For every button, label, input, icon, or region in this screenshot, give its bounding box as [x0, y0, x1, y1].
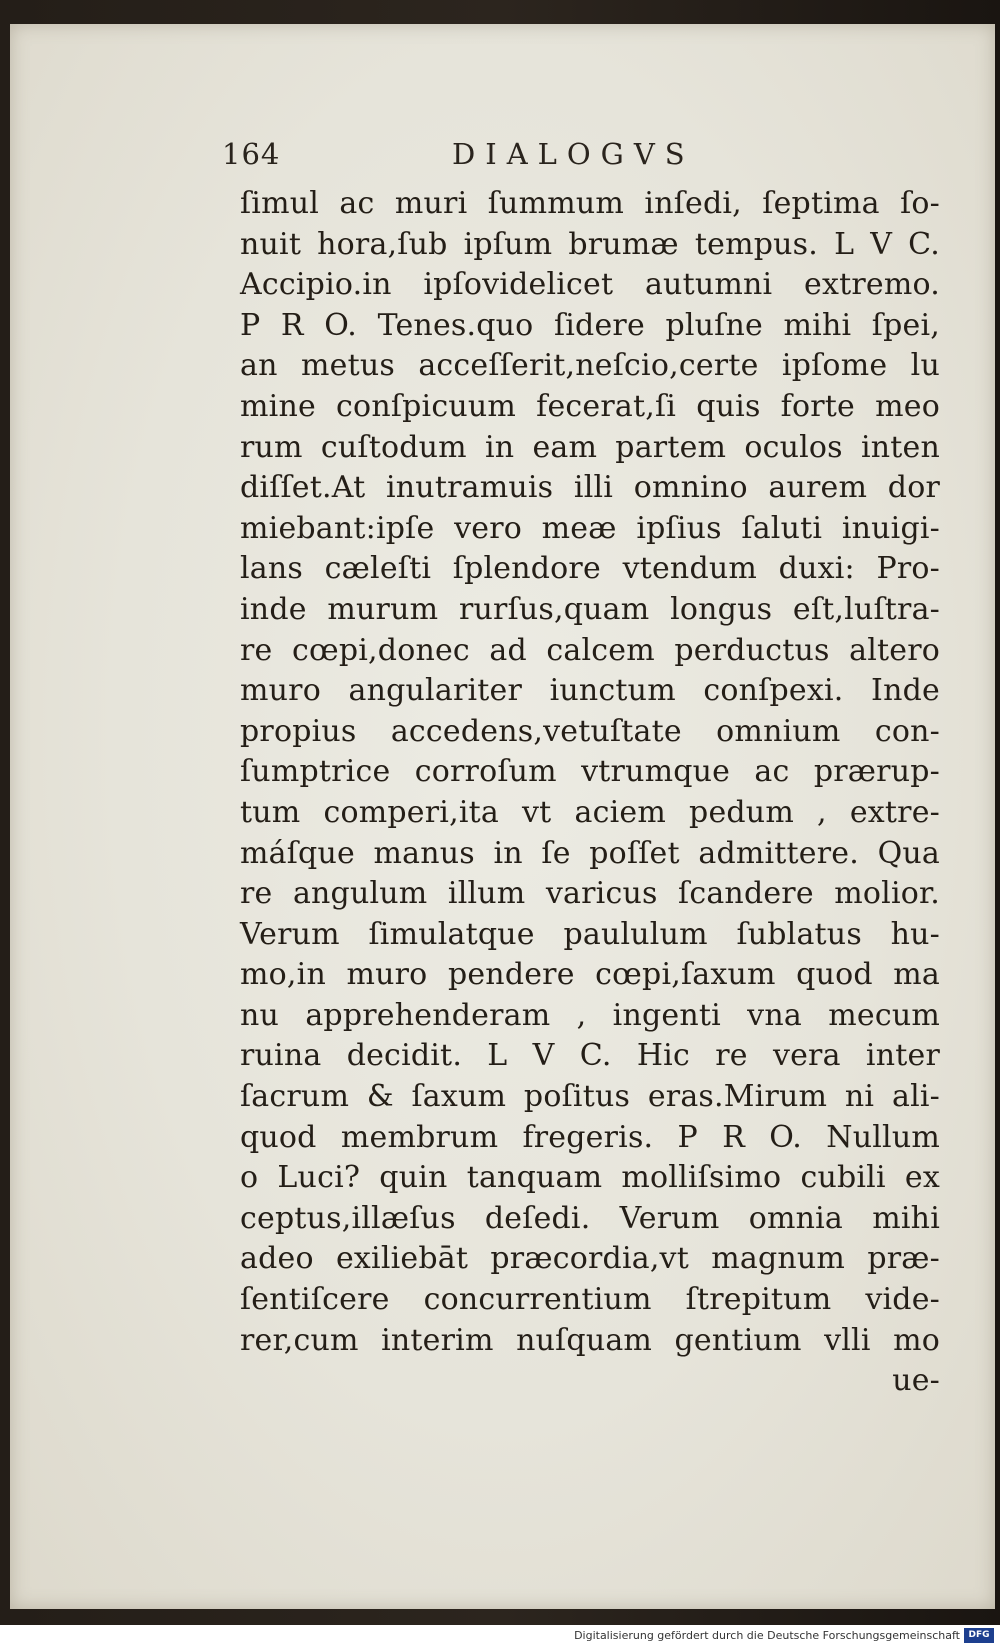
text-line: P R O. Tenes.quo ſidere pluſne mihi ſpei,: [240, 307, 940, 343]
text-line: diſſet.At inutramuis illi omnino aurem dor: [240, 470, 940, 506]
text-line: quod membrum fregeris. P R O. Nullum: [240, 1119, 940, 1155]
text-line: mine conſpicuum fecerat,ſi quis forte meo: [240, 388, 940, 424]
text-line: re cœpi,donec ad calcem perductus altero: [240, 632, 940, 668]
dfg-logo: DFG: [964, 1628, 994, 1643]
text-line: Verum ſimulatque paululum ſublatus hu-: [240, 916, 940, 952]
running-title: DIALOGVS: [452, 137, 695, 171]
text-line: ſimul ac muri ſummum inſedi, ſeptima ſo-: [240, 186, 940, 221]
text-line: Accipio.in ipſovidelicet autumni extremo.: [240, 267, 940, 303]
body-text: [240, 184, 940, 1402]
text-line: re angulum illum varicus ſcandere molior.: [240, 876, 940, 912]
text-line: rer,cum interim nuſquam gentium vlli mo: [240, 1322, 940, 1358]
text-line: mo,in muro pendere cœpi,ſaxum quod ma: [240, 957, 940, 993]
text-line: nuit hora,ſub ipſum brumæ tempus. L V C.: [240, 226, 940, 262]
text-line: miebant:ipſe vero meæ ipſius ſaluti inuigi-: [240, 510, 940, 546]
footer-bar: [0, 1625, 1000, 1648]
text-line: tum comperi,ita vt aciem pedum , extre-: [240, 794, 940, 830]
text-line: propius accedens,vetuſtate omnium con-: [240, 713, 940, 749]
text-line: lans cæleſti ſplendore vtendum duxi: Pro-: [240, 551, 940, 587]
text-line: inde murum rurſus,quam longus eſt,luſtra-: [240, 591, 940, 627]
text-line: ruina decidit. L V C. Hic re vera inter: [240, 1038, 940, 1074]
text-line: ſacrum & ſaxum poſitus eras.Mirum ni ali-: [240, 1079, 940, 1115]
catchword: ue-: [892, 1363, 940, 1399]
text-line: o Luci? quin tanquam molliſsimo cubili ex: [240, 1160, 940, 1196]
text-line: máſque manus in ſe poſſet admittere. Qua: [240, 835, 940, 871]
text-line: muro angulariter iunctum conſpexi. Inde: [240, 673, 940, 709]
text-line: rum cuſtodum in eam partem oculos inten: [240, 429, 940, 465]
text-line: nu apprehenderam , ingenti vna mecum: [240, 997, 940, 1033]
text-line: adeo exiliebāt præcordia,vt magnum præ-: [240, 1241, 940, 1277]
text-line: ceptus,illæſus deſedi. Verum omnia mihi: [240, 1200, 940, 1236]
funding-note: Digitalisierung gefördert durch die Deutsche Forschungsgemeinschaft: [574, 1629, 960, 1642]
running-head: [222, 137, 902, 177]
page-number: 164: [222, 137, 281, 171]
text-line: an metus acceſſerit,neſcio,certe ipſome lu: [240, 348, 940, 384]
text-line: ſentiſcere concurrentium ſtrepitum vide-: [240, 1282, 940, 1318]
book-page: [10, 24, 995, 1609]
text-line: ſumptrice corroſum vtrumque ac prærup-: [240, 754, 940, 790]
